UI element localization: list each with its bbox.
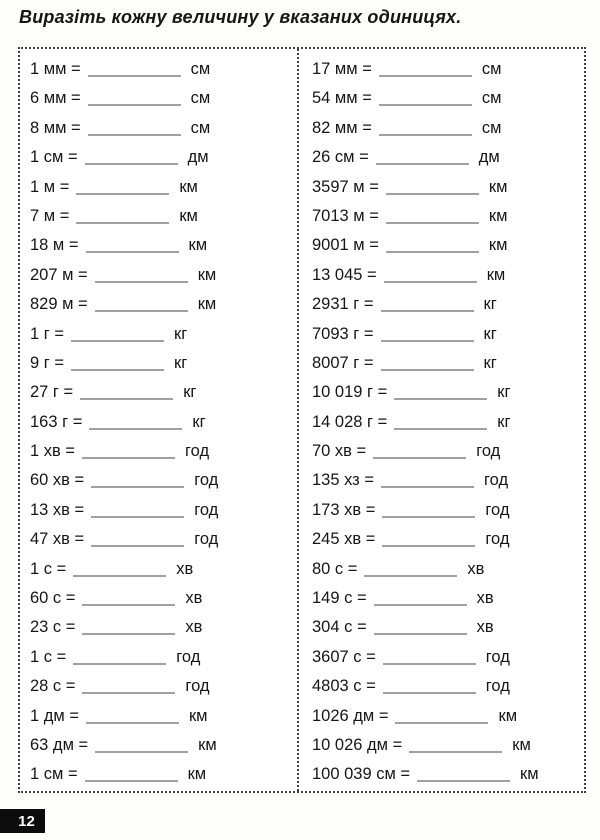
exercise-unit: год [194, 471, 219, 490]
exercise-unit: год [485, 677, 510, 696]
exercise-question: 60 с = [30, 589, 76, 608]
answer-blank [383, 663, 476, 665]
exercise-row [312, 496, 584, 525]
exercise-unit: год [476, 442, 501, 461]
exercise-unit: кг [483, 324, 497, 343]
exercise-unit: год [194, 500, 219, 519]
exercise-question: 13 045 = [312, 265, 377, 284]
exercise-unit: км [187, 765, 207, 784]
exercise-unit: км [498, 706, 518, 725]
exercise-row [30, 320, 297, 349]
exercise-unit: кг [483, 295, 497, 314]
exercise-question: 1026 дм = [312, 706, 389, 725]
exercise-row [312, 55, 584, 84]
exercise-row [30, 84, 297, 113]
exercise-unit: хв [176, 559, 194, 578]
answer-blank [381, 486, 474, 488]
answer-blank [386, 193, 479, 195]
exercise-unit: кг [192, 412, 206, 431]
page-number: 12 [18, 812, 35, 830]
exercise-row [30, 613, 297, 642]
exercise-row [30, 437, 297, 466]
exercise-unit: год [485, 647, 510, 666]
exercise-question: 54 мм = [312, 89, 372, 108]
answer-blank [95, 310, 188, 312]
answer-blank [85, 163, 178, 165]
exercise-unit: год [185, 677, 210, 696]
answer-blank [73, 663, 166, 665]
exercise-row [312, 437, 584, 466]
exercise-row [30, 173, 297, 202]
exercise-row [30, 584, 297, 613]
exercise-unit: км [179, 177, 198, 196]
answer-blank [386, 251, 479, 253]
exercise-unit: кг [483, 353, 497, 372]
answer-blank [374, 604, 467, 606]
exercise-row [30, 643, 297, 672]
exercise-unit: км [179, 206, 198, 225]
exercise-question: 9001 м = [312, 236, 379, 255]
answer-blank [89, 428, 182, 430]
exercise-row [312, 173, 584, 202]
exercise-row [312, 584, 584, 613]
answer-blank [382, 516, 475, 518]
exercise-row [30, 496, 297, 525]
exercise-unit: км [197, 265, 217, 284]
exercise-row [30, 231, 297, 260]
exercise-row [30, 408, 297, 437]
exercise-row [30, 672, 297, 701]
exercise-unit: хв [185, 618, 203, 637]
exercise-question: 4803 с = [312, 677, 376, 696]
answer-blank [379, 104, 472, 106]
exercise-row [30, 202, 297, 231]
exercise-question: 6 мм = [30, 89, 81, 108]
exercise-question: 3597 м = [312, 177, 379, 196]
exercise-row [30, 261, 297, 290]
exercise-question: 26 см = [312, 148, 369, 167]
answer-blank [82, 633, 175, 635]
exercise-question: 304 с = [312, 618, 367, 637]
answer-blank [73, 575, 166, 577]
exercise-row [312, 525, 584, 554]
exercise-row [30, 290, 297, 319]
exercise-question: 7093 г = [312, 324, 374, 343]
exercise-row [30, 731, 297, 760]
exercise-unit: км [188, 236, 208, 255]
exercise-unit: год [485, 500, 510, 519]
answer-blank [71, 340, 164, 342]
page-number-badge [0, 809, 45, 833]
exercise-row [30, 555, 297, 584]
exercise-row [312, 84, 584, 113]
exercise-row [312, 555, 584, 584]
answer-blank [71, 369, 164, 371]
answer-blank [82, 604, 175, 606]
exercise-question: 135 хз = [312, 471, 374, 490]
exercise-question: 14 028 г = [312, 412, 388, 431]
exercise-unit: кг [174, 353, 188, 372]
exercise-row [312, 320, 584, 349]
exercise-row [312, 261, 584, 290]
answer-blank [394, 398, 487, 400]
exercise-unit: год [176, 647, 201, 666]
exercise-unit: дм [187, 148, 209, 167]
answer-blank [88, 75, 181, 77]
exercise-row [312, 143, 584, 172]
exercise-question: 1 м = [30, 177, 70, 196]
exercise-row [312, 349, 584, 378]
exercise-question: 1 с = [30, 647, 67, 666]
answer-blank [395, 722, 488, 724]
exercise-unit: год [485, 530, 510, 549]
exercise-unit: км [488, 206, 508, 225]
answer-blank [88, 134, 181, 136]
exercise-question: 13 хв = [30, 500, 85, 519]
exercise-row [312, 378, 584, 407]
exercise-column-left [20, 49, 297, 791]
exercise-question: 7013 м = [312, 206, 379, 225]
exercise-row [312, 760, 584, 789]
exercise-unit: год [483, 471, 509, 490]
answer-blank [384, 281, 477, 283]
exercise-row [312, 408, 584, 437]
exercise-question: 1 см = [30, 765, 78, 784]
exercise-row [312, 466, 584, 495]
answer-blank [364, 575, 457, 577]
exercise-row [30, 378, 297, 407]
answer-blank [373, 457, 466, 459]
exercise-unit: см [481, 89, 502, 108]
exercise-question: 163 г = [30, 412, 83, 431]
exercise-unit: км [488, 236, 508, 255]
exercise-column-right [297, 49, 584, 791]
exercise-question: 1 см = [30, 148, 78, 167]
exercise-question: 9 г = [30, 353, 64, 372]
exercise-question: 23 с = [30, 618, 76, 637]
exercise-unit: см [481, 118, 502, 137]
answer-blank [382, 545, 475, 547]
answer-blank [386, 222, 479, 224]
exercise-row [312, 702, 584, 731]
exercise-unit: км [520, 765, 539, 784]
answer-blank [80, 398, 173, 400]
answer-blank [86, 251, 179, 253]
answer-blank [379, 134, 472, 136]
exercise-row [30, 525, 297, 554]
exercise-unit: год [185, 442, 210, 461]
exercise-row [312, 613, 584, 642]
exercise-question: 1 мм = [30, 60, 81, 78]
exercise-row [312, 114, 584, 143]
exercise-unit: дм [478, 148, 500, 167]
exercise-unit: хв [476, 589, 494, 608]
exercise-row [312, 731, 584, 760]
exercise-unit: год [194, 530, 219, 549]
exercise-unit: кг [183, 383, 197, 402]
exercise-row [312, 643, 584, 672]
exercise-question: 27 г = [30, 383, 74, 402]
answer-blank [88, 104, 181, 106]
exercise-unit: см [190, 118, 211, 137]
exercise-question: 1 дм = [30, 706, 79, 725]
answer-blank [383, 692, 476, 694]
exercise-question: 173 хв = [312, 500, 376, 519]
exercise-unit: км [198, 735, 217, 754]
answer-blank [76, 222, 169, 224]
exercise-unit: кг [174, 324, 188, 343]
exercise-row [312, 672, 584, 701]
exercise-box [18, 47, 586, 793]
answer-blank [82, 692, 175, 694]
answer-blank [91, 516, 184, 518]
exercise-row [312, 202, 584, 231]
exercise-unit: см [481, 60, 502, 78]
answer-blank [376, 163, 469, 165]
exercise-question: 60 хв = [30, 471, 85, 490]
exercise-unit: см [190, 89, 211, 108]
exercise-question: 100 039 см = [312, 765, 411, 784]
exercise-question: 1 г = [30, 324, 64, 343]
answer-blank [381, 369, 474, 371]
exercise-question: 8007 г = [312, 353, 374, 372]
exercise-unit: кг [497, 412, 511, 431]
answer-blank [379, 75, 472, 77]
exercise-question: 10 019 г = [312, 383, 388, 402]
exercise-row [30, 143, 297, 172]
exercise-unit: см [190, 60, 211, 78]
exercise-unit: км [486, 265, 506, 284]
exercise-question: 70 хв = [312, 442, 367, 461]
exercise-question: 80 с = [312, 559, 358, 578]
exercise-unit: км [512, 735, 531, 754]
exercise-question: 8 мм = [30, 118, 81, 137]
answer-blank [374, 633, 467, 635]
exercise-row [30, 760, 297, 789]
exercise-unit: км [488, 177, 508, 196]
exercise-unit: км [197, 295, 217, 314]
answer-blank [91, 545, 184, 547]
exercise-row [30, 466, 297, 495]
exercise-unit: хв [185, 589, 203, 608]
exercise-row [30, 702, 297, 731]
answer-blank [85, 780, 178, 782]
exercise-row [312, 231, 584, 260]
exercise-question: 63 дм = [30, 735, 89, 754]
exercise-question: 829 м = [30, 295, 88, 314]
answer-blank [381, 340, 474, 342]
answer-blank [409, 751, 502, 753]
exercise-question: 3607 с = [312, 647, 376, 666]
exercise-question: 18 м = [30, 236, 79, 255]
exercise-unit: км [188, 706, 208, 725]
answer-blank [381, 310, 474, 312]
exercise-question: 2931 г = [312, 295, 374, 314]
exercise-row [30, 349, 297, 378]
exercise-question: 1 с = [30, 559, 67, 578]
exercise-unit: кг [497, 383, 511, 402]
answer-blank [86, 722, 179, 724]
exercise-row [30, 114, 297, 143]
exercise-unit: хв [476, 618, 494, 637]
exercise-question: 10 026 дм = [312, 735, 403, 754]
exercise-question: 1 хв = [30, 442, 75, 461]
exercise-question: 149 с = [312, 589, 367, 608]
exercise-question: 245 хв = [312, 530, 376, 549]
answer-blank [417, 780, 510, 782]
answer-blank [82, 457, 175, 459]
exercise-row [312, 290, 584, 319]
answer-blank [394, 428, 487, 430]
exercise-question: 7 м = [30, 206, 70, 225]
exercise-unit: хв [467, 559, 485, 578]
answer-blank [95, 281, 188, 283]
answer-blank [76, 193, 169, 195]
exercise-question: 28 с = [30, 677, 76, 696]
exercise-question: 17 мм = [312, 60, 372, 78]
answer-blank [95, 751, 188, 753]
exercise-row [30, 55, 297, 84]
exercise-question: 207 м = [30, 265, 88, 284]
page-title: Виразіть кожну величину у вказаних одиницях. [19, 7, 462, 27]
exercise-question: 47 хв = [30, 530, 85, 549]
exercise-question: 82 мм = [312, 118, 372, 137]
answer-blank [91, 486, 184, 488]
